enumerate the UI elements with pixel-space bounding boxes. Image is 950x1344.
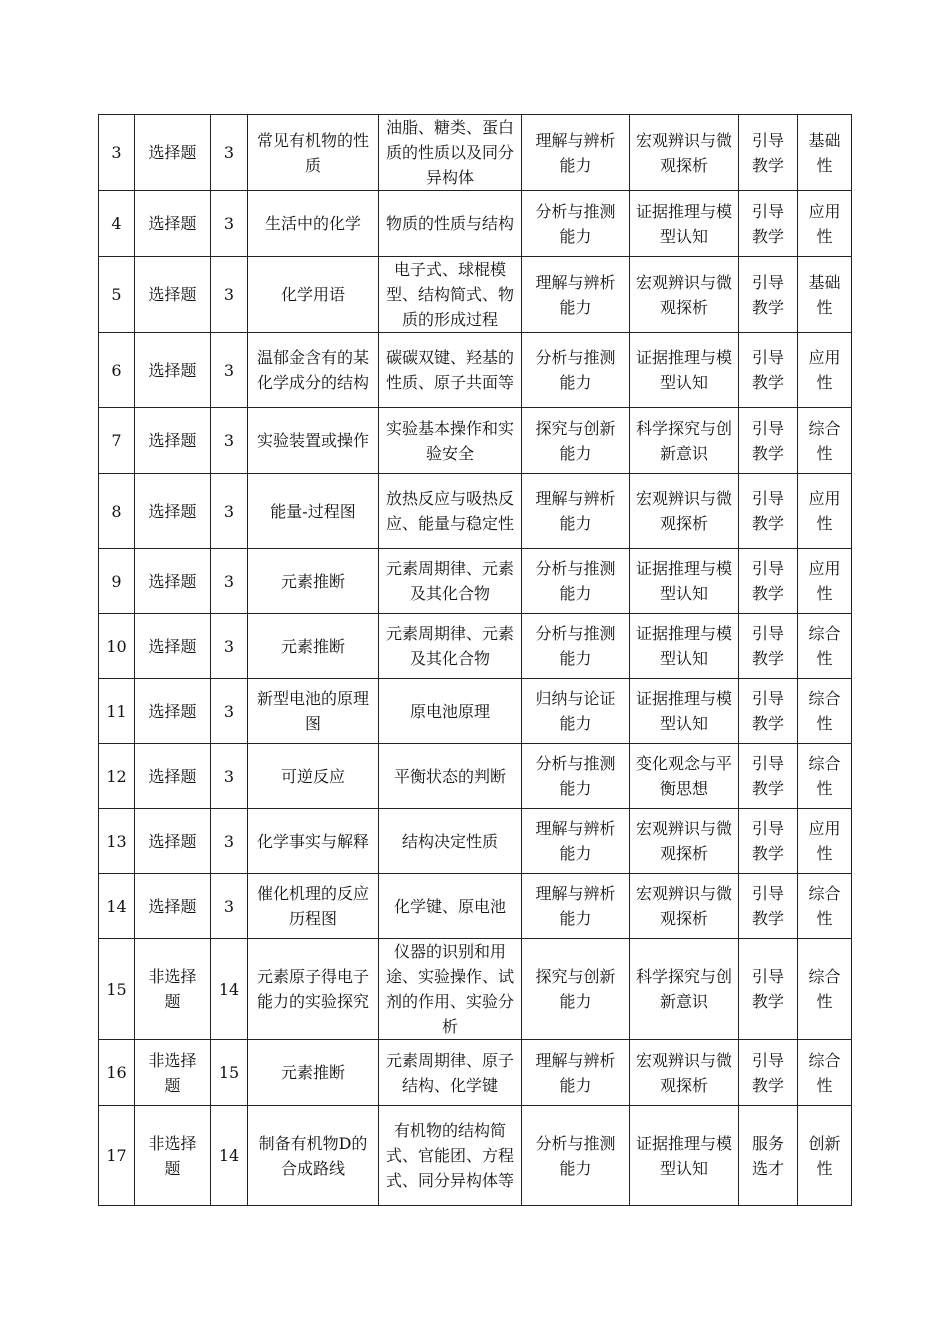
cell-type: 非选择题: [135, 1040, 211, 1106]
cell-type: 选择题: [135, 474, 211, 549]
cell-knowledge: 电子式、球棍模型、结构简式、物质的形成过程: [379, 257, 522, 333]
cell-literacy: 宏观辨识与微观探析: [630, 809, 739, 874]
cell-content: 元素推断: [248, 549, 379, 614]
cell-knowledge: 有机物的结构简式、官能团、方程式、同分异构体等: [379, 1106, 522, 1206]
cell-level: 应用性: [798, 809, 852, 874]
cell-score: 3: [211, 115, 248, 191]
cell-type: 选择题: [135, 191, 211, 257]
cell-level: 综合性: [798, 614, 852, 679]
cell-score: 3: [211, 408, 248, 474]
cell-ability: 归纳与论证能力: [522, 679, 630, 744]
table-row: [99, 874, 852, 939]
cell-ability: 理解与辨析能力: [522, 474, 630, 549]
cell-ability: 分析与推测能力: [522, 1106, 630, 1206]
cell-function: 引导教学: [739, 408, 798, 474]
cell-type: 选择题: [135, 614, 211, 679]
cell-score: 3: [211, 549, 248, 614]
cell-type: 选择题: [135, 115, 211, 191]
cell-function: 服务选才: [739, 1106, 798, 1206]
cell-type: 选择题: [135, 679, 211, 744]
cell-literacy: 科学探究与创新意识: [630, 408, 739, 474]
cell-no: 7: [99, 408, 135, 474]
cell-function: 引导教学: [739, 115, 798, 191]
cell-function: 引导教学: [739, 874, 798, 939]
cell-content: 生活中的化学: [248, 191, 379, 257]
cell-no: 13: [99, 809, 135, 874]
cell-level: 应用性: [798, 549, 852, 614]
cell-knowledge: 结构决定性质: [379, 809, 522, 874]
cell-ability: 分析与推测能力: [522, 333, 630, 408]
cell-ability: 理解与辨析能力: [522, 257, 630, 333]
cell-no: 8: [99, 474, 135, 549]
table-row: [99, 939, 852, 1040]
cell-knowledge: 原电池原理: [379, 679, 522, 744]
cell-ability: 理解与辨析能力: [522, 1040, 630, 1106]
cell-content: 能量-过程图: [248, 474, 379, 549]
cell-type: 选择题: [135, 874, 211, 939]
cell-no: 10: [99, 614, 135, 679]
cell-score: 3: [211, 474, 248, 549]
cell-score: 3: [211, 257, 248, 333]
cell-knowledge: 碳碳双键、羟基的性质、原子共面等: [379, 333, 522, 408]
table-body: [99, 115, 852, 1206]
cell-level: 综合性: [798, 1040, 852, 1106]
cell-level: 基础性: [798, 115, 852, 191]
cell-type: 选择题: [135, 408, 211, 474]
cell-level: 应用性: [798, 474, 852, 549]
table-row: [99, 1040, 852, 1106]
cell-function: 引导教学: [739, 939, 798, 1040]
cell-type: 选择题: [135, 333, 211, 408]
cell-content: 元素推断: [248, 614, 379, 679]
cell-type: 选择题: [135, 744, 211, 809]
cell-level: 综合性: [798, 939, 852, 1040]
cell-level: 应用性: [798, 191, 852, 257]
cell-literacy: 变化观念与平衡思想: [630, 744, 739, 809]
cell-function: 引导教学: [739, 257, 798, 333]
cell-no: 16: [99, 1040, 135, 1106]
cell-knowledge: 放热反应与吸热反应、能量与稳定性: [379, 474, 522, 549]
cell-ability: 分析与推测能力: [522, 549, 630, 614]
cell-knowledge: 元素周期律、原子结构、化学键: [379, 1040, 522, 1106]
cell-level: 应用性: [798, 333, 852, 408]
cell-function: 引导教学: [739, 809, 798, 874]
cell-ability: 分析与推测能力: [522, 614, 630, 679]
cell-score: 3: [211, 874, 248, 939]
cell-literacy: 宏观辨识与微观探析: [630, 474, 739, 549]
cell-knowledge: 平衡状态的判断: [379, 744, 522, 809]
cell-type: 选择题: [135, 549, 211, 614]
cell-type: 非选择题: [135, 939, 211, 1040]
cell-no: 14: [99, 874, 135, 939]
cell-literacy: 证据推理与模型认知: [630, 549, 739, 614]
table-row: [99, 474, 852, 549]
cell-ability: 理解与辨析能力: [522, 874, 630, 939]
table-row: [99, 614, 852, 679]
cell-literacy: 证据推理与模型认知: [630, 333, 739, 408]
cell-content: 常见有机物的性质: [248, 115, 379, 191]
cell-level: 创新性: [798, 1106, 852, 1206]
cell-level: 综合性: [798, 874, 852, 939]
cell-level: 综合性: [798, 408, 852, 474]
cell-content: 化学用语: [248, 257, 379, 333]
cell-knowledge: 仪器的识别和用途、实验操作、试剂的作用、实验分析: [379, 939, 522, 1040]
cell-literacy: 科学探究与创新意识: [630, 939, 739, 1040]
table-row: [99, 333, 852, 408]
cell-level: 综合性: [798, 744, 852, 809]
cell-ability: 分析与推测能力: [522, 744, 630, 809]
table-row: [99, 809, 852, 874]
cell-score: 14: [211, 939, 248, 1040]
cell-no: 5: [99, 257, 135, 333]
cell-content: 化学事实与解释: [248, 809, 379, 874]
cell-function: 引导教学: [739, 744, 798, 809]
cell-content: 可逆反应: [248, 744, 379, 809]
table-row: [99, 115, 852, 191]
cell-content: 实验装置或操作: [248, 408, 379, 474]
cell-content: 制备有机物D的合成路线: [248, 1106, 379, 1206]
question-analysis-table: [98, 114, 852, 1206]
cell-no: 4: [99, 191, 135, 257]
cell-ability: 分析与推测能力: [522, 191, 630, 257]
cell-literacy: 宏观辨识与微观探析: [630, 1040, 739, 1106]
cell-content: 元素推断: [248, 1040, 379, 1106]
cell-function: 引导教学: [739, 614, 798, 679]
cell-no: 12: [99, 744, 135, 809]
table-row: [99, 408, 852, 474]
cell-type: 选择题: [135, 809, 211, 874]
cell-knowledge: 元素周期律、元素及其化合物: [379, 549, 522, 614]
cell-content: 温郁金含有的某化学成分的结构: [248, 333, 379, 408]
cell-no: 3: [99, 115, 135, 191]
cell-content: 催化机理的反应历程图: [248, 874, 379, 939]
cell-literacy: 证据推理与模型认知: [630, 1106, 739, 1206]
cell-function: 引导教学: [739, 474, 798, 549]
cell-function: 引导教学: [739, 549, 798, 614]
cell-function: 引导教学: [739, 191, 798, 257]
cell-literacy: 证据推理与模型认知: [630, 191, 739, 257]
cell-score: 3: [211, 679, 248, 744]
cell-score: 3: [211, 333, 248, 408]
table-row: [99, 257, 852, 333]
cell-level: 基础性: [798, 257, 852, 333]
cell-score: 3: [211, 614, 248, 679]
cell-ability: 理解与辨析能力: [522, 809, 630, 874]
cell-score: 3: [211, 809, 248, 874]
table-row: [99, 191, 852, 257]
cell-type: 非选择题: [135, 1106, 211, 1206]
cell-ability: 探究与创新能力: [522, 408, 630, 474]
cell-content: 元素原子得电子能力的实验探究: [248, 939, 379, 1040]
cell-level: 综合性: [798, 679, 852, 744]
cell-literacy: 证据推理与模型认知: [630, 679, 739, 744]
cell-function: 引导教学: [739, 333, 798, 408]
cell-no: 17: [99, 1106, 135, 1206]
table-row: [99, 744, 852, 809]
cell-literacy: 证据推理与模型认知: [630, 614, 739, 679]
cell-ability: 探究与创新能力: [522, 939, 630, 1040]
cell-no: 11: [99, 679, 135, 744]
cell-literacy: 宏观辨识与微观探析: [630, 874, 739, 939]
cell-score: 3: [211, 744, 248, 809]
table-row: [99, 679, 852, 744]
cell-function: 引导教学: [739, 1040, 798, 1106]
cell-knowledge: 油脂、糖类、蛋白质的性质以及同分异构体: [379, 115, 522, 191]
cell-literacy: 宏观辨识与微观探析: [630, 115, 739, 191]
cell-type: 选择题: [135, 257, 211, 333]
cell-content: 新型电池的原理图: [248, 679, 379, 744]
cell-score: 15: [211, 1040, 248, 1106]
cell-knowledge: 化学键、原电池: [379, 874, 522, 939]
cell-score: 14: [211, 1106, 248, 1206]
cell-knowledge: 元素周期律、元素及其化合物: [379, 614, 522, 679]
cell-knowledge: 实验基本操作和实验安全: [379, 408, 522, 474]
table-row: [99, 549, 852, 614]
cell-no: 6: [99, 333, 135, 408]
table-row: [99, 1106, 852, 1206]
cell-no: 15: [99, 939, 135, 1040]
cell-knowledge: 物质的性质与结构: [379, 191, 522, 257]
cell-score: 3: [211, 191, 248, 257]
cell-ability: 理解与辨析能力: [522, 115, 630, 191]
cell-function: 引导教学: [739, 679, 798, 744]
cell-no: 9: [99, 549, 135, 614]
cell-literacy: 宏观辨识与微观探析: [630, 257, 739, 333]
